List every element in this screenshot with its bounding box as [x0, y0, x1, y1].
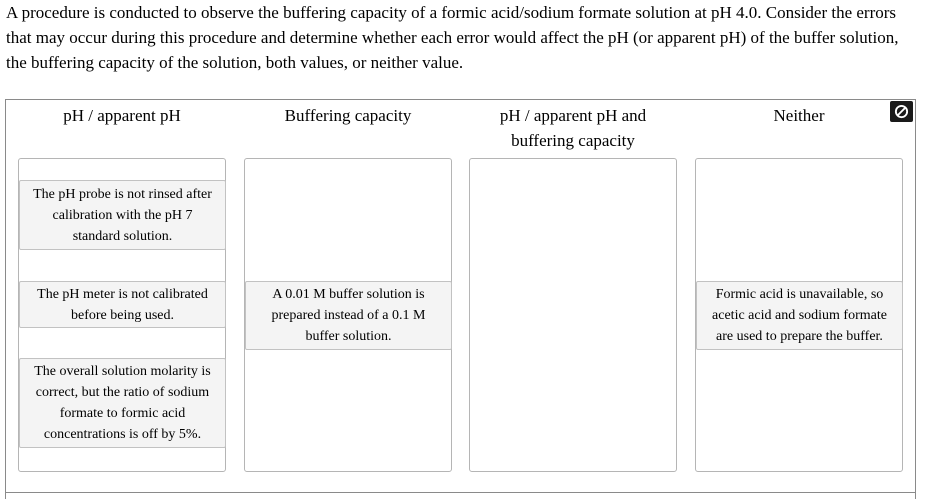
card-ratio-off[interactable]	[19, 358, 226, 448]
reset-button[interactable]	[890, 101, 913, 122]
panel-bottom-divider	[5, 492, 916, 493]
card-text: The pH meter is not calibrated before being used.	[37, 286, 208, 323]
card-ph-probe-not-rinsed[interactable]	[19, 180, 226, 250]
card-text: Formic acid is unavailable, so acetic acid and sodium formate are used to prepare the buffer.	[712, 287, 887, 344]
question-prompt: A procedure is conducted to observe the buffering capacity of a formic acid/sodium formate solution at pH 4.0. Consider the errors that may occur during this procedure and determine whether each error would affect the pH (or apparent pH) of the buffer solution, the buffering capacity of the solution, both values, or neither value.	[6, 3, 899, 72]
column-header-neither: Neither	[773, 106, 825, 125]
card-ph-meter-not-calibrated[interactable]	[19, 281, 226, 328]
card-text: The overall solution molarity is correct, but the ratio of sodium formate to formic acid concentrations is off by 5%.	[34, 364, 211, 442]
card-dilute-buffer[interactable]	[245, 281, 452, 350]
column-header-ph-and-buffering: pH / apparent pH and buffering capacity	[499, 106, 647, 150]
column-header-ph: pH / apparent pH	[63, 106, 181, 125]
card-text: The pH probe is not rinsed after calibration with the pH 7 standard solution.	[33, 186, 212, 244]
reset-circle-slash-icon	[894, 104, 909, 119]
column-header-buffering-capacity: Buffering capacity	[284, 106, 412, 125]
card-text: A 0.01 M buffer solution is prepared instead of a 0.1 M buffer solution.	[271, 287, 426, 344]
dropzone-ph-and-buffering[interactable]	[469, 158, 677, 472]
card-acetic-acid-substitute[interactable]	[696, 281, 903, 350]
